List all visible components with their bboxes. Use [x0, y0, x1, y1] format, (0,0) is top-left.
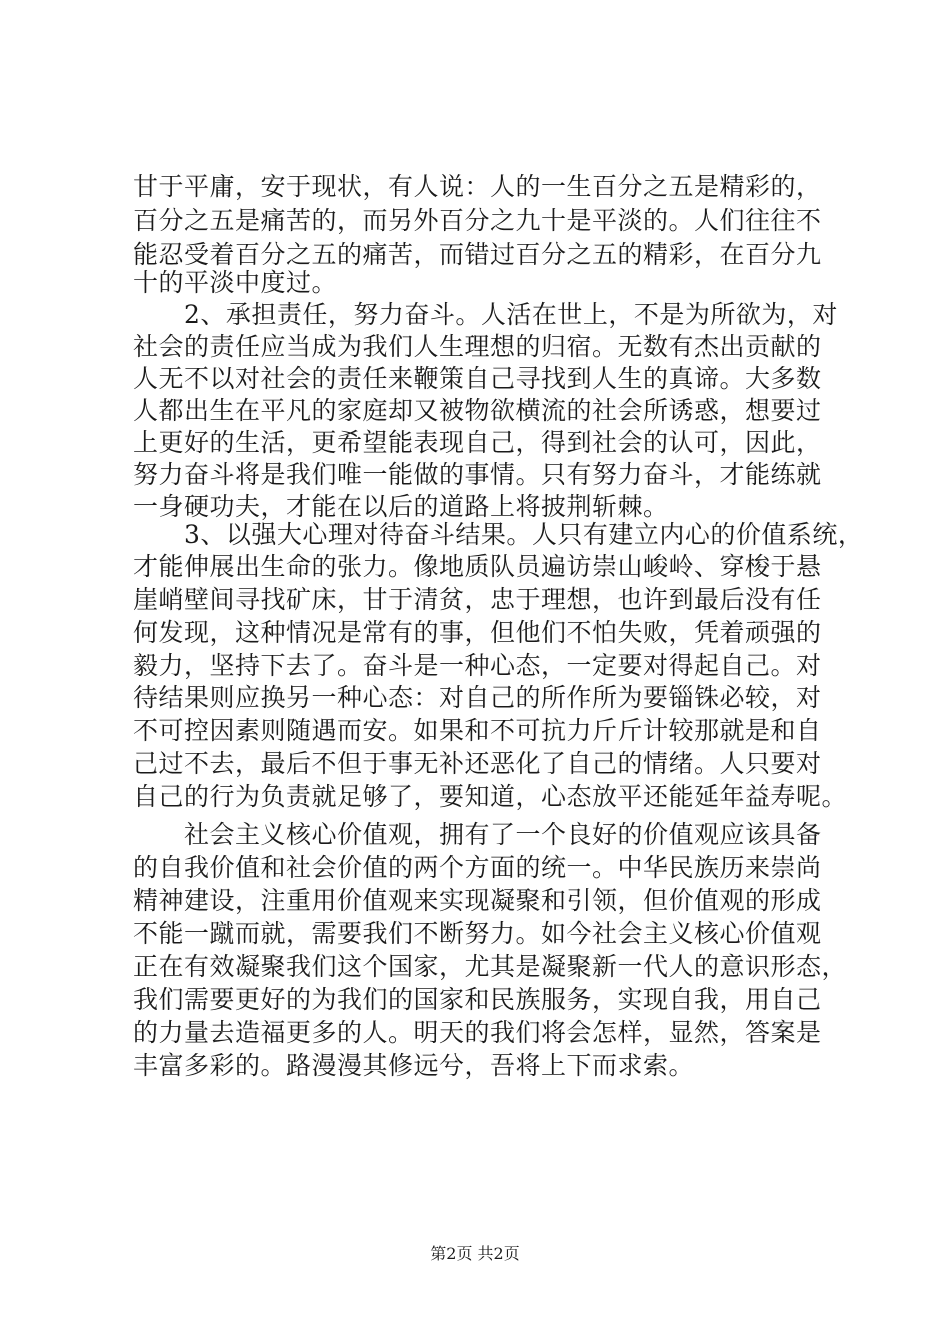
- body-text-line: 百分之五是痛苦的，而另外百分之九十是平淡的。人们往往不: [133, 206, 822, 235]
- body-text-line: 人都出生在平凡的家庭却又被物欲横流的社会所诱惑，想要过: [133, 396, 822, 425]
- body-text-line: 的力量去造福更多的人。明天的我们将会怎样，显然，答案是: [133, 1018, 822, 1047]
- body-text-line: 不可控因素则随遇而安。如果和不可抗力斤斤计较那就是和自: [133, 716, 822, 745]
- body-text-line: 崖峭壁间寻找矿床，甘于清贫，忠于理想，也许到最后没有任: [133, 585, 822, 614]
- page-footer: 第2页 共2页: [430, 1244, 520, 1263]
- body-text-line: 的自我价值和社会价值的两个方面的统一。中华民族历来崇尚: [133, 853, 822, 882]
- body-text-line: 毅力，坚持下去了。奋斗是一种心态，一定要对得起自己。对: [133, 651, 822, 680]
- body-text-line: 甘于平庸，安于现状，有人说：人的一生百分之五是精彩的，: [133, 172, 822, 201]
- body-text-line: 能忍受着百分之五的痛苦，而错过百分之五的精彩，在百分九: [133, 240, 822, 269]
- body-text-line: 社会主义核心价值观，拥有了一个良好的价值观应该具备: [133, 820, 822, 849]
- body-text-line: 自己的行为负责就足够了，要知道，心态放平还能延年益寿呢。: [133, 782, 848, 811]
- body-text-line: 待结果则应换另一种心态：对自己的所作所为要锱铢必较，对: [133, 683, 822, 712]
- body-text-line: 3、以强大心理对待奋斗结果。人只有建立内心的价值系统，: [133, 520, 864, 549]
- body-text-line: 2、承担责任，努力奋斗。人活在世上，不是为所欲为，对: [133, 300, 838, 329]
- body-text-line: 丰富多彩的。路漫漫其修远兮，吾将上下而求索。: [133, 1051, 695, 1080]
- body-text-line: 努力奋斗将是我们唯一能做的事情。只有努力奋斗，才能练就: [133, 460, 822, 489]
- body-text-line: 精神建设，注重用价值观来实现凝聚和引领，但价值观的形成: [133, 886, 822, 915]
- body-text-line: 我们需要更好的为我们的国家和民族服务，实现自我，用自己: [133, 985, 822, 1014]
- body-text-line: 一身硬功夫，才能在以后的道路上将披荆斩棘。: [133, 492, 669, 521]
- body-text-line: 正在有效凝聚我们这个国家，尤其是凝聚新一代人的意识形态，: [133, 952, 848, 981]
- body-text-line: 己过不去，最后不但于事无补还恶化了自己的情绪。人只要对: [133, 749, 822, 778]
- body-text-line: 才能伸展出生命的张力。像地质队员遍访崇山峻岭、穿梭于悬: [133, 552, 822, 581]
- body-text-line: 何发现，这种情况是常有的事，但他们不怕失败，凭着顽强的: [133, 618, 822, 647]
- body-text-line: 上更好的生活，更希望能表现自己，得到社会的认可，因此，: [133, 428, 822, 457]
- body-text-line: 十的平淡中度过。: [133, 268, 338, 297]
- body-text-line: 社会的责任应当成为我们人生理想的归宿。无数有杰出贡献的: [133, 332, 822, 361]
- body-text-line: 不能一蹴而就，需要我们不断努力。如今社会主义核心价值观: [133, 919, 822, 948]
- body-text-line: 人无不以对社会的责任来鞭策自己寻找到人生的真谛。大多数: [133, 364, 822, 393]
